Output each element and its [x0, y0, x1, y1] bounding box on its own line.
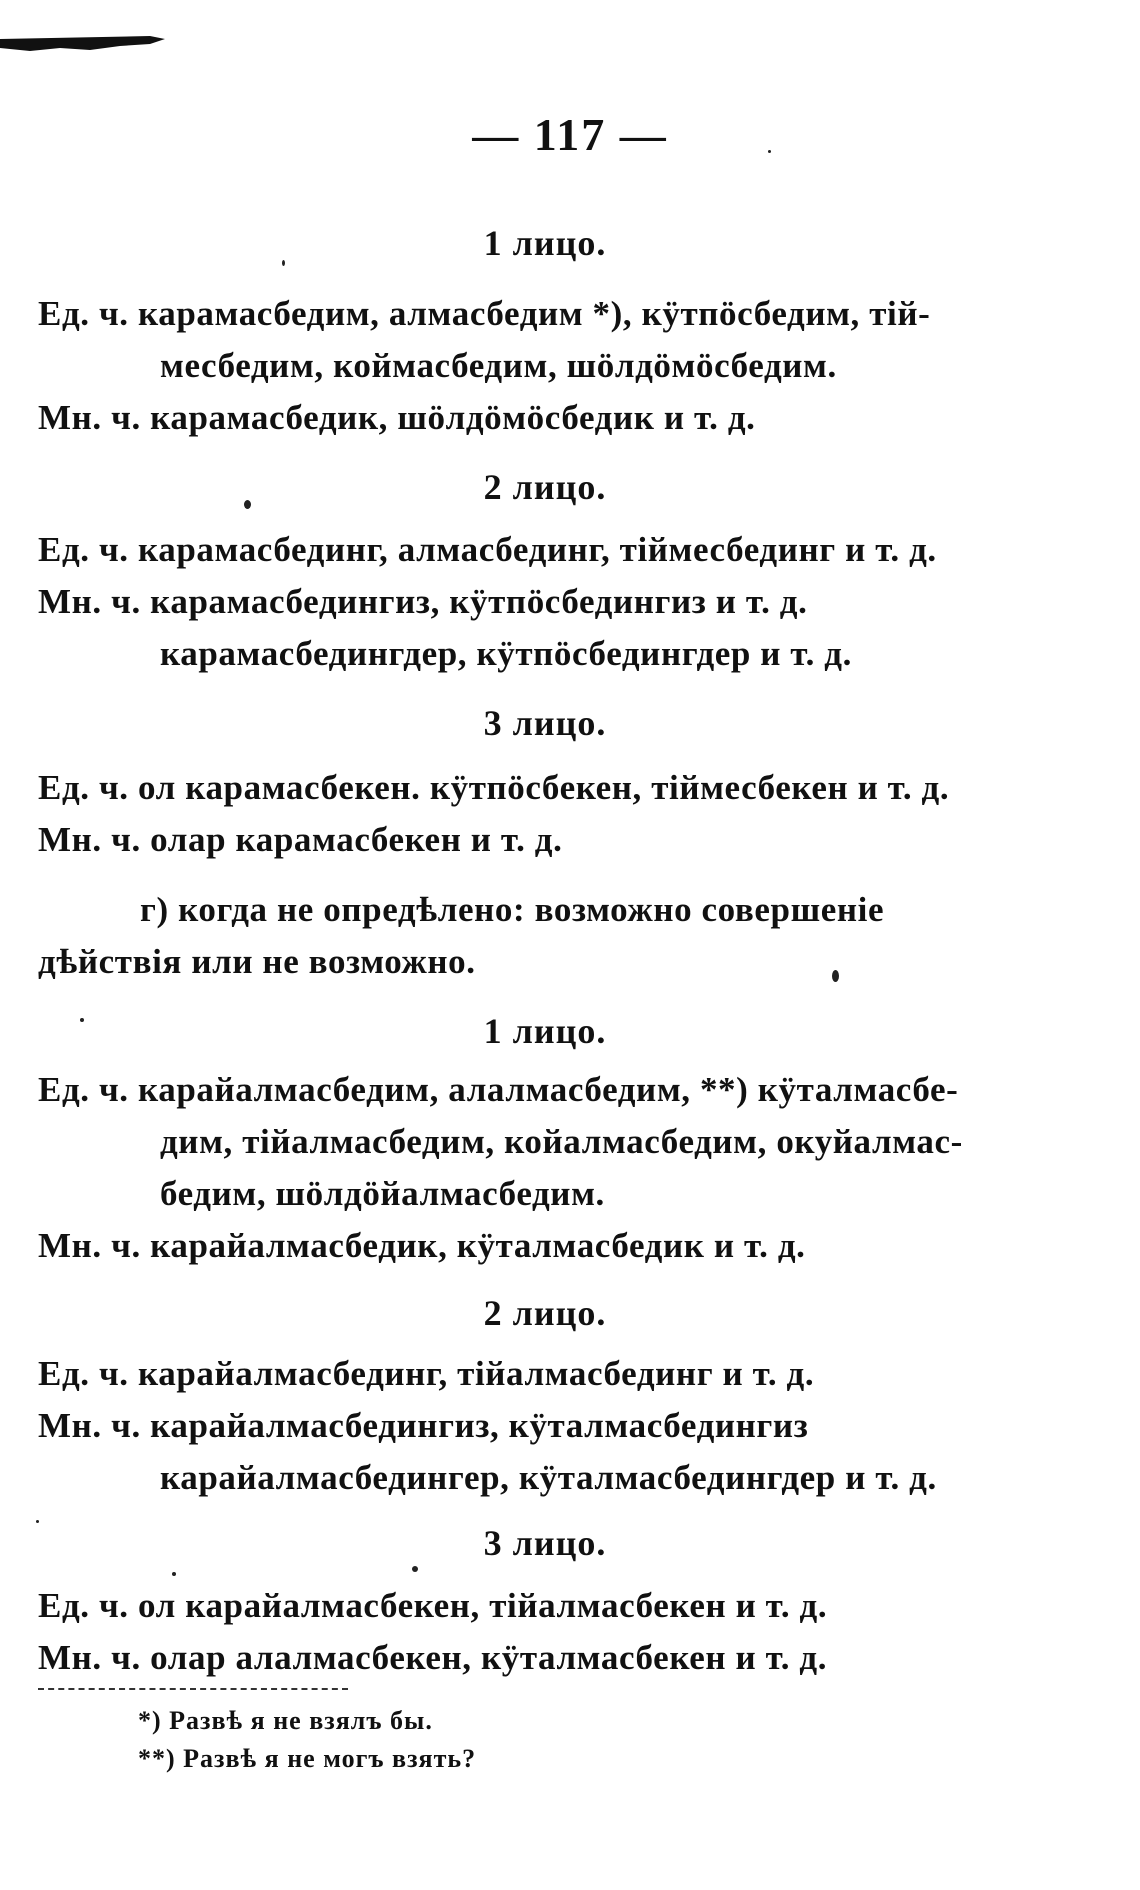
text-line: месбедим, коймасбедим, шöлдöмöсбедим. — [160, 346, 837, 385]
section-heading: 3 лицо. — [483, 1523, 607, 1563]
ink-speck — [36, 1520, 39, 1523]
section-heading: 1 лицо. — [483, 223, 607, 263]
text-line: Ед. ч. ол карайалмасбекен, тійалмасбекен и т. д. — [38, 1586, 828, 1625]
section-heading: 2 лицо. — [483, 467, 607, 507]
footnote: *) Развѣ я не взялъ бы. — [138, 1706, 433, 1735]
ink-speck — [412, 1566, 418, 1572]
text-line: Мн. ч. карайалмасбедик, кÿталмасбедик и т. д. — [38, 1226, 806, 1265]
text-line: Ед. ч. карайалмасбединг, тійалмасбединг и т. д. — [38, 1354, 815, 1393]
section-heading: 2 лицо. — [483, 1293, 607, 1333]
text-line: Мн. ч. карайалмасбедингиз, кÿталмасбедингиз — [38, 1406, 809, 1445]
ink-smudge — [0, 36, 165, 52]
text-line: Ед. ч. карамасбединг, алмасбединг, тіймесбединг и т. д. — [38, 530, 937, 569]
text-line: Ед. ч. ол карамасбекен. кÿтпöсбекен, тіймесбекен и т. д. — [38, 768, 950, 807]
text-line: дим, тійалмасбедим, койалмасбедим, окуйалмас- — [160, 1122, 963, 1161]
text-line: бедим, шöлдöйалмасбедим. — [160, 1174, 605, 1213]
footnote-divider — [38, 1688, 348, 1690]
section-heading: 3 лицо. — [483, 703, 607, 743]
text-line: Ед. ч. карайалмасбедим, алалмасбедим, **) кÿталмасбе- — [38, 1070, 959, 1109]
ink-speck — [172, 1572, 176, 1576]
text-line: карайалмасбедингер, кÿталмасбедингдер и т. д. — [160, 1458, 937, 1497]
footnote: **) Развѣ я не могъ взять? — [138, 1744, 477, 1773]
paragraph-line: г) когда не опредѣлено: возможно совершеніе — [140, 890, 885, 929]
section-heading: 1 лицо. — [483, 1011, 607, 1051]
text-line: Мн. ч. карамасбедик, шöлдöмöсбедик и т. д. — [38, 398, 756, 437]
ink-speck — [282, 260, 285, 266]
ink-speck — [768, 150, 771, 153]
text-line: Мн. ч. олар карамасбекен и т. д. — [38, 820, 563, 859]
paragraph-line: дѣйствія или не возможно. — [38, 942, 476, 981]
ink-speck — [832, 970, 839, 982]
ink-speck — [80, 1018, 84, 1022]
page-number: — 117 — — [472, 109, 668, 160]
text-line: Ед. ч. карамасбедим, алмасбедим *), кÿтпöсбедим, тій- — [38, 294, 931, 333]
text-line: карамасбедингдер, кÿтпöсбедингдер и т. д. — [160, 634, 852, 673]
text-line: Мн. ч. карамасбедингиз, кÿтпöсбедингиз и т. д. — [38, 582, 808, 621]
ink-speck — [244, 500, 251, 509]
text-line: Мн. ч. олар алалмасбекен, кÿталмасбекен и т. д. — [38, 1638, 828, 1677]
